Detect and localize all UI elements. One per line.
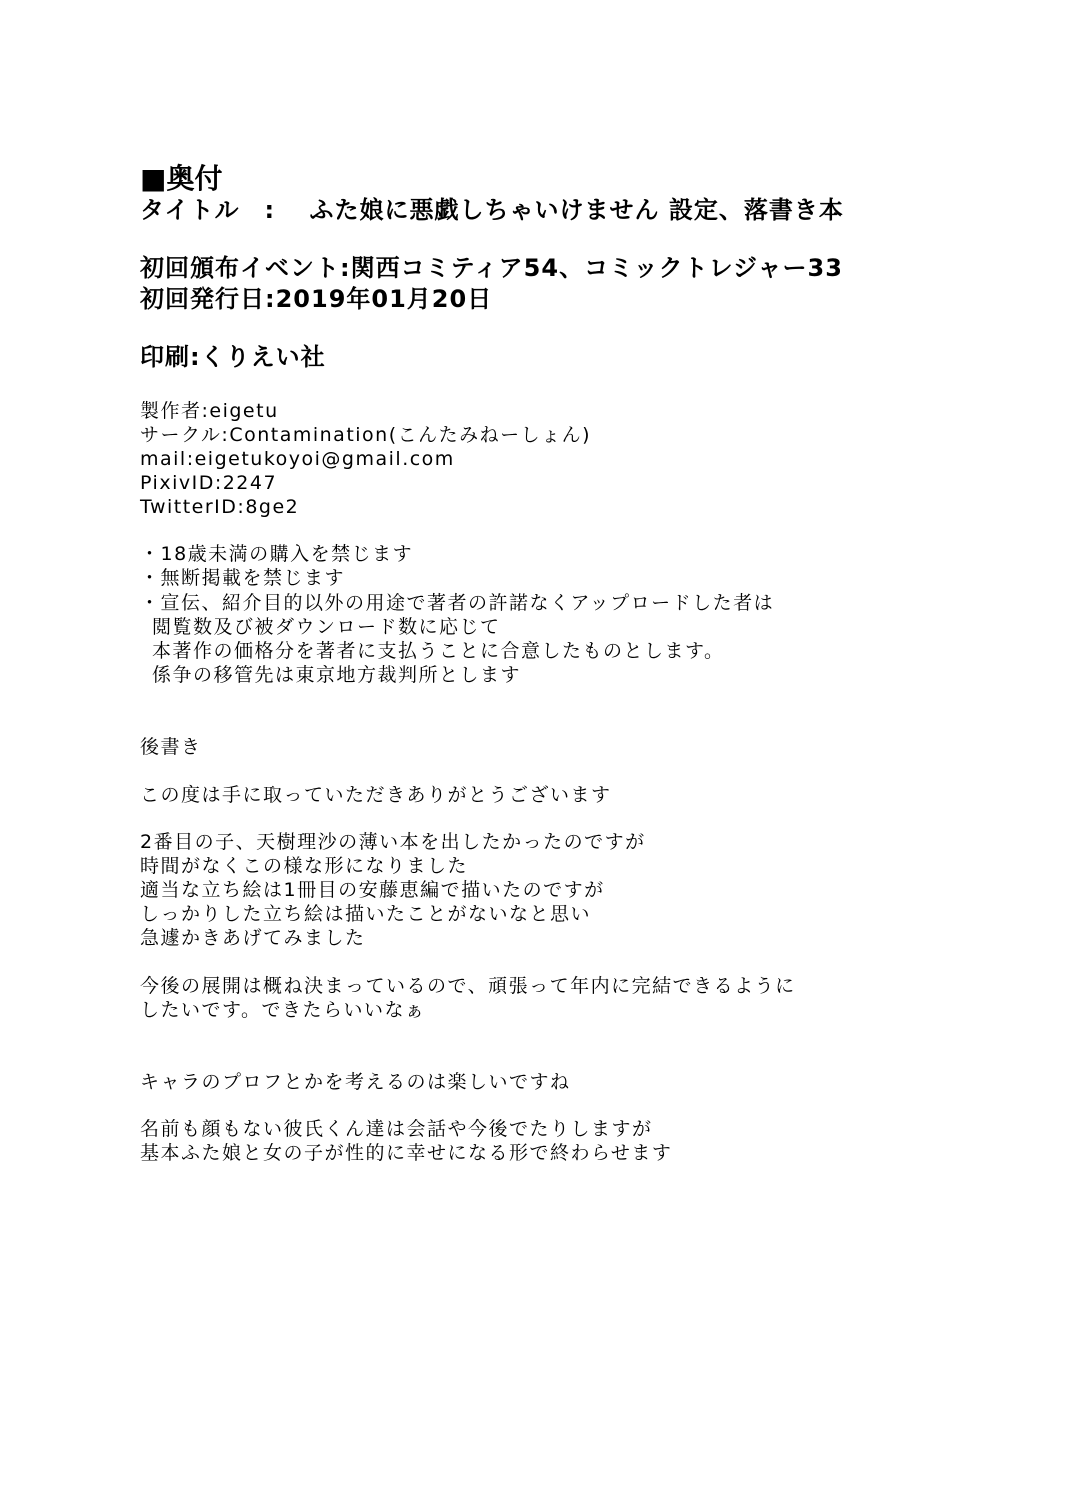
- afterword-para-2-line-1: 2番目の子、天樹理沙の薄い本を出したかったのですが: [140, 831, 646, 853]
- afterword-para-5-line-2: 基本ふた娘と女の子が性的に幸せになる形で終わらせます: [140, 1142, 673, 1164]
- afterword-para-2-line-4: しっかりした立ち絵は描いたことがないなと思い: [140, 903, 592, 925]
- pixiv-line: PixivID:2247: [140, 472, 278, 494]
- date-line: 初回発行日:2019年01月20日: [140, 285, 493, 313]
- notice-repost: ・無断掲載を禁じます: [140, 567, 346, 589]
- afterword-heading: 後書き: [140, 736, 202, 758]
- afterword-para-2-line-5: 急遽かきあげてみました: [140, 927, 366, 949]
- afterword-para-2-line-3: 適当な立ち絵は1冊目の安藤恵編で描いたのですが: [140, 879, 605, 901]
- colophon-heading: ■奥付: [140, 162, 223, 195]
- event-line: 初回頒布イベント:関西コミティア54、コミックトレジャー33: [140, 254, 843, 282]
- notice-upload: ・宣伝、紹介目的以外の用途で著者の許諾なくアップロードした者は: [140, 592, 775, 614]
- print-line: 印刷:くりえい社: [140, 343, 326, 371]
- notice-age: ・18歳未満の購入を禁じます: [140, 543, 414, 565]
- afterword-para-3-line-1: 今後の展開は概ね決まっているので、頑張って年内に完結できるように: [140, 975, 796, 997]
- afterword-para-4: キャラのプロフとかを考えるのは楽しいですね: [140, 1071, 571, 1093]
- notice-upload-cont-3: 係争の移管先は東京地方裁判所とします: [152, 664, 522, 686]
- mail-line: mail:eigetukoyoi@gmail.com: [140, 448, 455, 470]
- circle-line: サークル:Contamination(こんたみねーしょん): [140, 424, 592, 446]
- twitter-line: TwitterID:8ge2: [140, 496, 300, 518]
- notice-upload-cont-1: 閲覧数及び被ダウンロード数に応じて: [152, 616, 501, 638]
- afterword-para-1: この度は手に取っていただきありがとうございます: [140, 784, 612, 806]
- notice-upload-cont-2: 本著作の価格分を著者に支払うことに合意したものとします。: [152, 640, 725, 662]
- creator-line: 製作者:eigetu: [140, 400, 279, 422]
- afterword-para-5-line-1: 名前も顔もない彼氏くん達は会話や今後でたりしますが: [140, 1118, 653, 1140]
- afterword-para-2-line-2: 時間がなくこの様な形になりました: [140, 855, 469, 877]
- afterword-para-3-line-2: したいです。できたらいいなぁ: [140, 999, 426, 1021]
- title-line: タイトル : ふた娘に悪戯しちゃいけません 設定、落書き本: [140, 196, 844, 224]
